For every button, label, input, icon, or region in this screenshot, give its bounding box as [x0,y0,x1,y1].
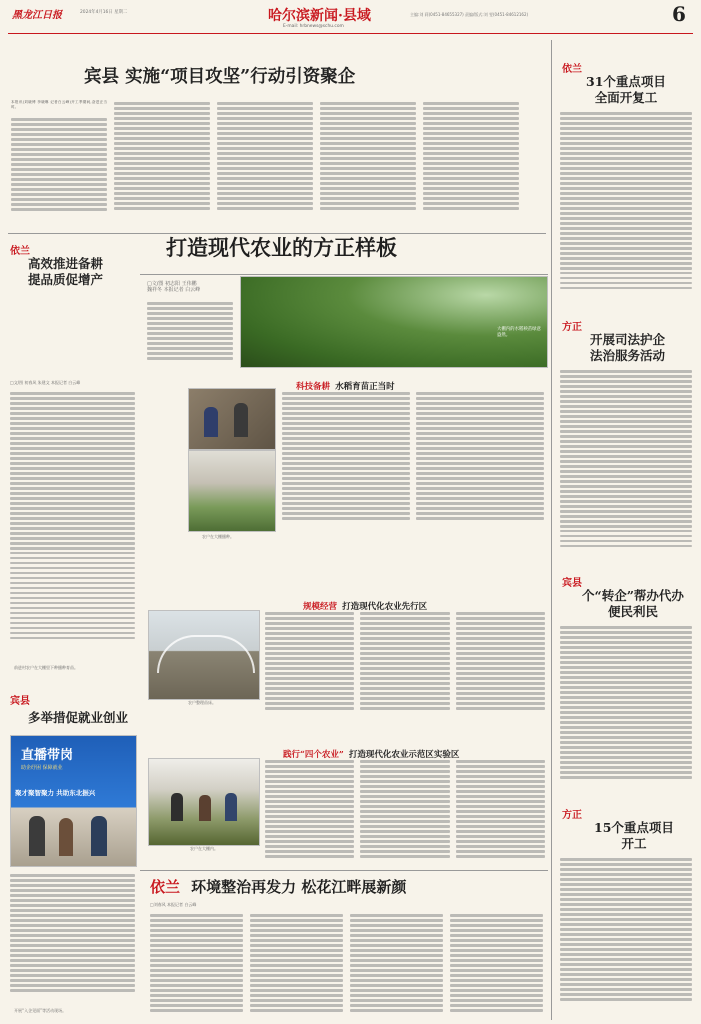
greenhouse-caption: 农户在大棚播种。 [202,534,234,539]
yilan-body [10,390,135,660]
four-body [265,758,545,868]
subhead-tech-title: 水稻育苗正当时 [335,382,395,392]
bottom-body [150,912,545,1017]
right-a4-kicker: 方正 [562,810,582,821]
yilan-headline: 高效推进备耕 提品质促增产 [28,256,104,287]
presenter-figure [91,816,107,856]
lead-headline: 宾县 实施“项目攻坚”行动引资聚企 [84,67,356,87]
subhead-four-tag: 践行“四个农业” [283,750,344,760]
right-a1-kicker: 依兰 [562,64,582,75]
field-caption: 农户整理苗床。 [188,700,216,705]
right-a4-headline: 15个重点项目 开工 [594,820,674,851]
banner-top: 直播带岗 [21,748,74,763]
right-a2-body [560,368,692,568]
right-a1-body [560,110,692,310]
greenhouse-arch [157,635,255,673]
right-a1-headline: 31个重点项目 全面开复工 [586,74,666,105]
tech-body [282,390,544,535]
editor-credit: 主编:刘 莉(0451-84655327) 责编/版式:刘 雯(0451-84612162) [410,12,529,17]
yilan-photo-frame [10,296,132,358]
livestream-photo [10,735,137,867]
farmer-figure [204,407,218,437]
section-title: 哈尔滨新闻·县域 [268,8,371,24]
right-a3-body [560,624,692,799]
seedling-photo [240,276,548,368]
bottom-headline-row [150,876,406,897]
feature-headline-text: 打造现代农业的方正样板 [166,235,397,260]
scale-body [265,610,545,725]
indoor-photo [148,758,260,846]
bottom-rule [140,870,548,871]
subhead-tech-tag: 科技备耕 [296,382,331,392]
lead-intro: 本报讯(刘晓博 李晓琳 记者白云峰)开工季期间,奋进正当时。 [11,100,107,110]
feature-intro [147,300,233,365]
right-a3-kicker: 宾县 [562,578,582,589]
right-a2-kicker: 方正 [562,322,582,333]
binxian-footer: 开展“入企见面”等活动现场。 [14,1008,67,1013]
binxian-body [10,872,135,1002]
worker-figure [199,795,211,821]
masthead [0,0,701,40]
binxian-headline: 多举措促就业创业 [28,710,129,725]
greenhouse-photo [188,450,276,532]
feature-rule [140,274,548,275]
farmers-photo [188,388,276,450]
feature-byline: □文/图 初志阳 王伟鹏 魏祥冬 本报记者 白云峰 [147,281,201,293]
lead-body [11,100,541,230]
presenter-figure [29,816,45,856]
right-a3-headline: 个“转企”帮办代办 便民利民 [582,588,684,619]
subhead-scale-tag: 规模经营 [303,602,338,612]
banner-sub: 助企纾困 保障就业 [21,765,63,771]
section-email: E-mail: hrbnews@schu.com [283,24,344,29]
worker-figure [171,793,183,821]
yilan-byline: □文/图 初春风 朱建文 本报记者 白云峰 [10,380,81,385]
binxian-kicker: 宾县 [10,696,30,707]
field-photo [148,610,260,700]
farmer-figure [234,403,248,437]
bottom-byline: □刘春风 本报记者 白云峰 [150,902,197,907]
yilan-kicker: 依兰 [10,246,30,257]
right-column-divider [551,40,552,1020]
bottom-headline: 环境整治再发力 松花江畔展新颜 [191,878,407,896]
bottom-kicker: 依兰 [150,878,181,896]
page-number: 6 [672,2,686,26]
subhead-four-title: 打造现代化农业示范区实验区 [348,750,460,760]
feature-headline [166,232,397,262]
right-a4-body [560,856,692,1018]
seedling-caption: 大棚内的水稻秧苗绿意盎然。 [497,327,541,338]
paper-name: 黑龙江日报 [12,10,62,21]
subhead-scale-title: 打造现代化农业先行区 [342,602,428,612]
presenter-figure [59,818,73,856]
banner-bottom: 聚才聚智聚力 共助东北振兴 [15,789,96,797]
yilan-footer: 前进村农户在大棚里下种播种育苗。 [14,665,78,670]
masthead-rule [8,33,693,34]
indoor-caption: 农户在大棚内。 [190,846,218,851]
right-a2-headline: 开展司法护企 法治服务活动 [590,332,666,363]
issue-date: 2024年4月16日 星期二 [80,10,128,15]
worker-figure [225,793,237,821]
